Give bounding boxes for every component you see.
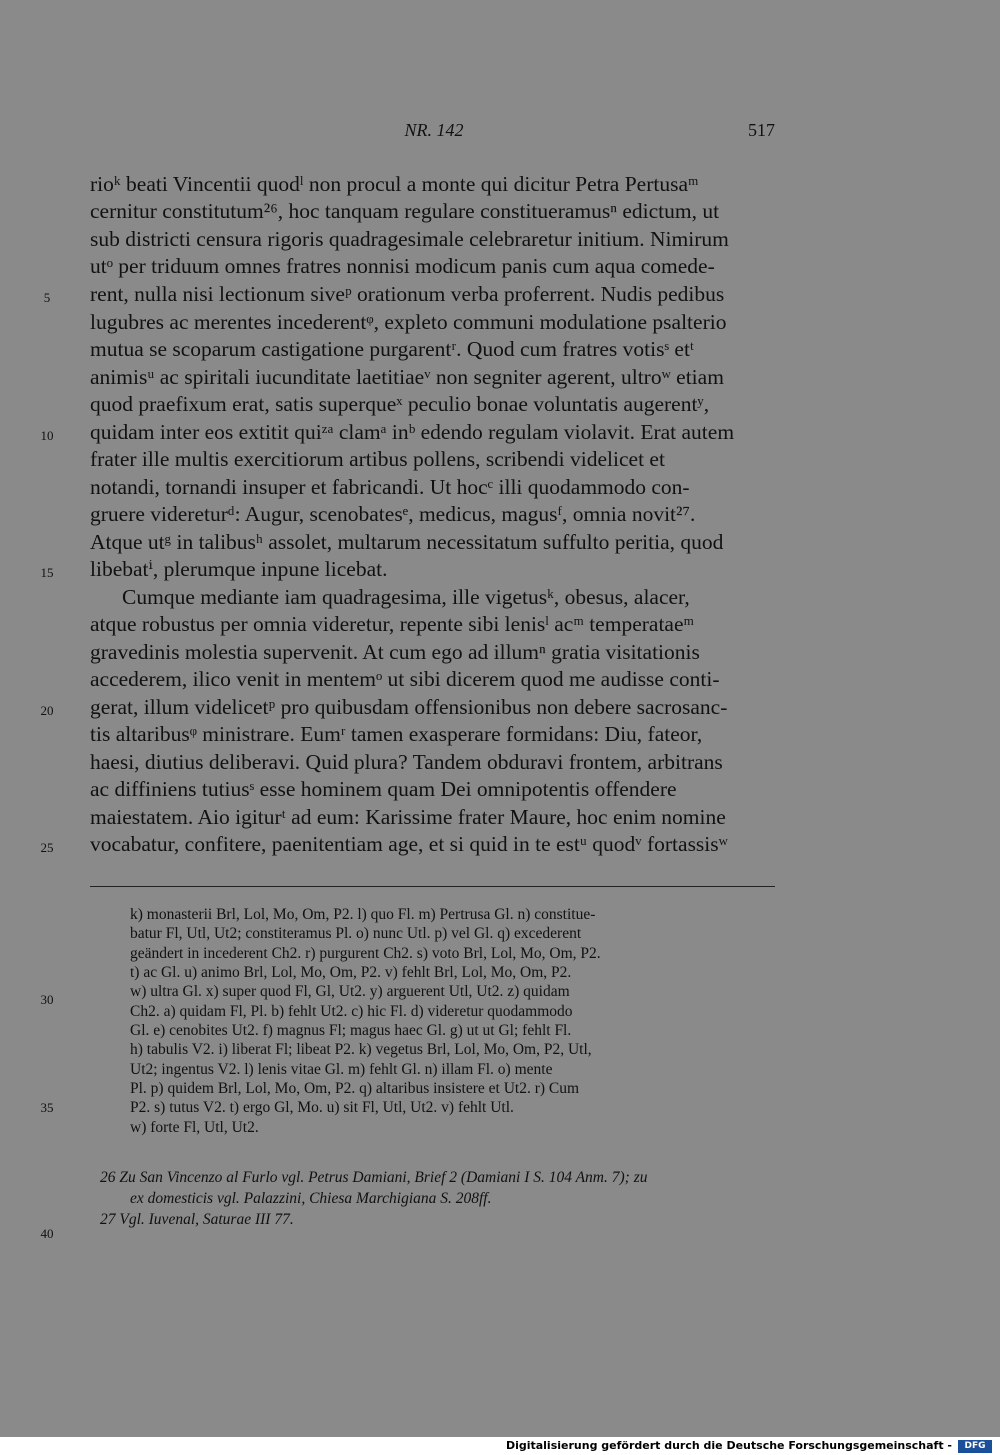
footnote-line: Gl. e) cenobites Ut2. f) magnus Fl; magus haec Gl. g) ut ut Gl; fehlt Fl. <box>130 1022 572 1039</box>
text-line: frater ille multis exercitiorum artibus pollens, scribendi videlicet et <box>90 447 665 471</box>
footer-bar <box>0 1437 1000 1455</box>
footnote-line: t) ac Gl. u) animo Brl, Lol, Mo, Om, P2. v) fehlt Brl, Lol, Mo, Om, P2. <box>130 964 572 981</box>
text-line: Atque utᵍ in talibusʰ assolet, multarum necessitatum suffulto peritia, quod <box>90 530 724 554</box>
text-line: vocabatur, confitere, paenitentiam age, et si quid in te estᵘ quodᵛ fortassisʷ <box>90 832 728 856</box>
footnote-line: Ch2. a) quidam Fl, Pl. b) fehlt Ut2. c) hic Fl. d) videretur quodammodo <box>130 1003 573 1020</box>
line-number: 35 <box>40 1100 54 1115</box>
text-line: gruere videreturᵈ: Augur, scenobatesᵉ, medicus, magusᶠ, omnia novit²⁷. <box>90 502 696 526</box>
text-line: cernitur constitutum²⁶, hoc tanquam regulare constitueramusⁿ edictum, ut <box>90 199 720 223</box>
text-line: quod praefixum erat, satis superqueˣ peculio bonae voluntatis augerentʸ, <box>90 392 710 416</box>
text-line: lugubres ac merentes incederentᵠ, expleto communi modulatione psalterio <box>90 310 727 334</box>
footnote-line: w) forte Fl, Utl, Ut2. <box>130 1119 259 1136</box>
line-number: 5 <box>43 290 51 305</box>
text-line: quidam inter eos extitit quiᶻᵃ clamᵃ inᵇ edendo regulam violavit. Erat autem <box>90 420 735 444</box>
footnote-divider <box>90 886 775 887</box>
text-line: Cumque mediante iam quadragesima, ille vigetusᵏ, obesus, alacer, <box>122 585 690 609</box>
text-line: libebatⁱ, plerumque inpune licebat. <box>90 557 388 581</box>
footnote-line: P2. s) tutus V2. t) ergo Gl, Mo. u) sit Fl, Utl, Ut2. v) fehlt Utl. <box>130 1099 514 1116</box>
text-line: tis altaribusᵠ ministrare. Eumʳ tamen exasperare formidans: Diu, fateor, <box>90 722 703 746</box>
text-line: rent, nulla nisi lectionum siveᵖ orationum verba proferrent. Nudis pedibus <box>90 282 725 306</box>
text-line: maiestatem. Aio igiturᵗ ad eum: Karissime frater Maure, hoc enim nomine <box>90 805 726 829</box>
text-line: accederem, ilico venit in mentemᵒ ut sibi dicerem quod me audisse conti- <box>90 667 720 691</box>
footnote-line: w) ultra Gl. x) super quod Fl, Gl, Ut2. y) arguerent Utl, Ut2. z) quidam <box>130 983 570 1000</box>
text-line: gerat, illum videlicetᵖ pro quibusdam offensionibus non debere sacrosanc- <box>90 695 728 719</box>
note-line: ex domesticis vgl. Palazzini, Chiesa Marchigiana S. 208ff. <box>130 1190 492 1207</box>
footnote-line: Pl. p) quidem Brl, Lol, Mo, Om, P2. q) altaribus insistere et Ut2. r) Cum <box>130 1080 580 1097</box>
line-number: 25 <box>40 840 54 855</box>
text-line: sub districti censura rigoris quadragesimale celebraretur initium. Nimirum <box>90 227 729 251</box>
text-line: haesi, diutius deliberavi. Quid plura? Tandem obduravi frontem, arbitrans <box>90 750 723 774</box>
text-line: gravedinis molestia supervenit. At cum ego ad illumⁿ gratia visitationis <box>90 640 700 664</box>
text-line: atque robustus per omnia videretur, repente sibi lenisˡ acᵐ temperataeᵐ <box>90 612 695 636</box>
footnote-line: geändert in incederent Ch2. r) purgurent Ch2. s) voto Brl, Lol, Mo, Om, P2. <box>130 945 601 962</box>
note-line: 27 Vgl. Iuvenal, Saturae III 77. <box>100 1211 294 1228</box>
text-line: utᵒ per triduum omnes fratres nonnisi modicum panis cum aqua comede- <box>90 254 715 278</box>
note-line: 26 Zu San Vincenzo al Furlo vgl. Petrus Damiani, Brief 2 (Damiani I S. 104 Anm. 7); zu <box>100 1169 648 1186</box>
text-line: animisᵘ ac spiritali iucunditate laetitiaeᵛ non segniter agerent, ultroʷ etiam <box>90 365 724 389</box>
footnote-line: Ut2; ingentus V2. l) lenis vitae Gl. m) fehlt Gl. n) illam Fl. o) mente <box>130 1061 553 1078</box>
line-number: 20 <box>40 703 54 718</box>
line-number: 10 <box>40 428 54 443</box>
footnote-line: k) monasterii Brl, Lol, Mo, Om, P2. l) quo Fl. m) Pertrusa Gl. n) constitue- <box>130 906 596 923</box>
dfg-logo: DFG <box>958 1440 992 1453</box>
footnote-line: h) tabulis V2. i) liberat Fl; libeat P2. k) vegetus Brl, Lol, Mo, Om, P2, Utl, <box>130 1041 592 1058</box>
line-number: 30 <box>40 992 54 1007</box>
line-number: 15 <box>40 565 54 580</box>
text-line: ac diffiniens tutiusˢ esse hominem quam Dei omnipotentis offendere <box>90 777 677 801</box>
text-line: rioᵏ beati Vincentii quodˡ non procul a monte qui dicitur Petra Pertusaᵐ <box>90 172 699 196</box>
page-header-title: NR. 142 <box>404 120 464 140</box>
text-line: mutua se scoparum castigatione purgarentʳ. Quod cum fratres votisˢ etᵗ <box>90 337 695 361</box>
text-line: notandi, tornandi insuper et fabricandi. Ut hocᶜ illi quodammodo con- <box>90 475 690 499</box>
footnote-line: batur Fl, Utl, Ut2; constiteramus Pl. o) nunc Utl. p) vel Gl. q) excederent <box>130 925 582 942</box>
page-number: 517 <box>748 120 775 140</box>
line-number: 40 <box>40 1226 54 1241</box>
footer-credit: Digitalisierung gefördert durch die Deutsche Forschungsgemeinschaft - <box>505 1439 952 1452</box>
